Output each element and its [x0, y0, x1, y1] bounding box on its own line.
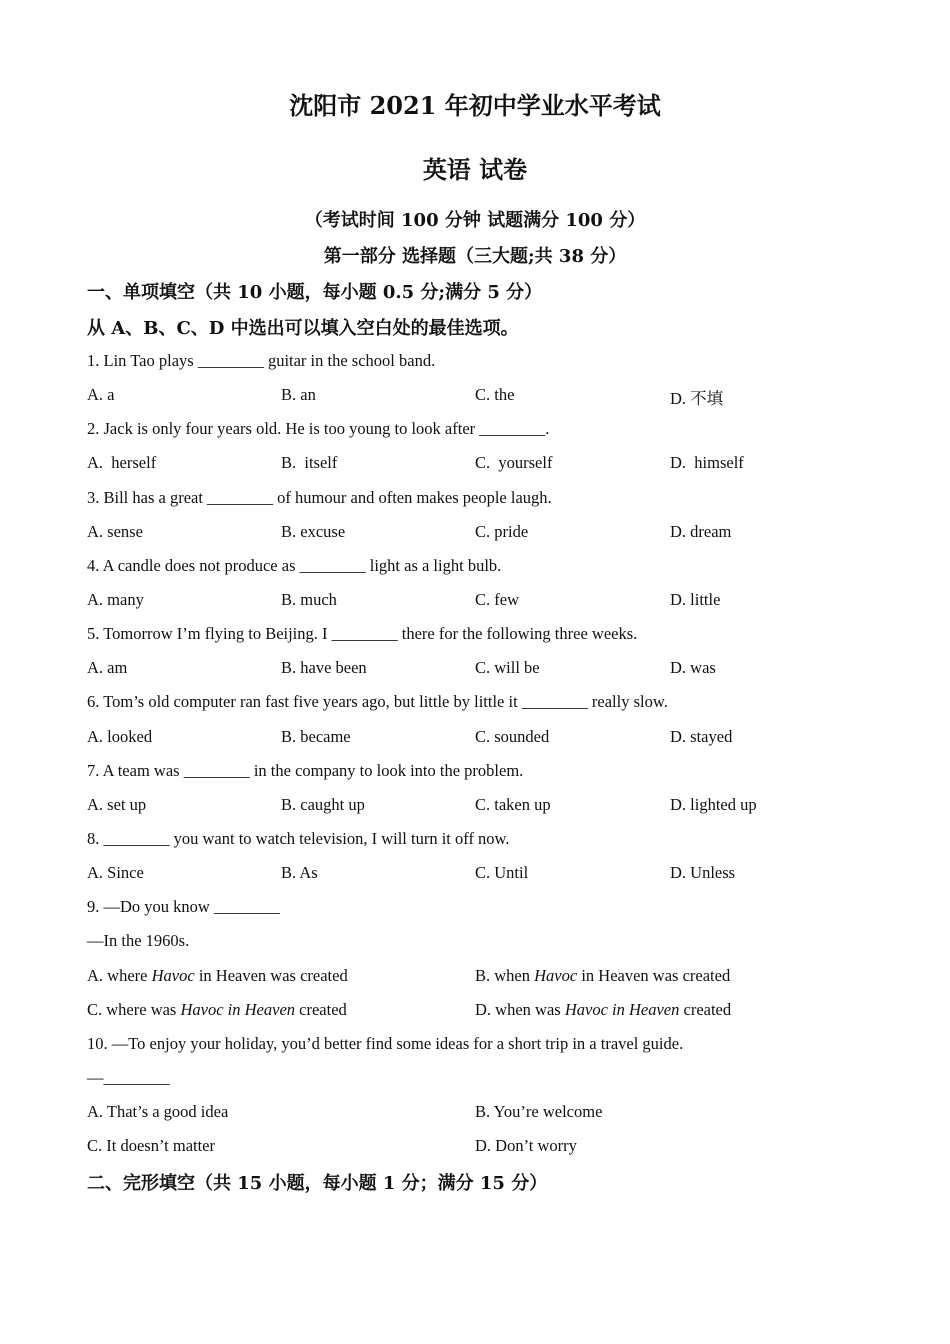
- option-a: A. set up: [87, 795, 147, 814]
- section1-heading: 一、单项填空（共 10 小题，每小题 0.5 分;满分 5 分）: [87, 282, 543, 303]
- option-c: C. Until: [475, 863, 529, 882]
- question-5-options: [87, 658, 867, 680]
- question-2-options: [87, 453, 867, 475]
- option-d: D. 不填: [670, 389, 724, 408]
- option-a: A. looked: [87, 727, 153, 746]
- option-c: C. It doesn’t matter: [87, 1136, 216, 1155]
- question-4-options: [87, 590, 867, 612]
- option-b: B. You’re welcome: [475, 1102, 603, 1121]
- option-c: C. pride: [475, 522, 529, 541]
- option-d: D. himself: [670, 453, 744, 472]
- question-9-reply: —In the 1960s.: [87, 931, 190, 950]
- option-b: B. became: [281, 727, 351, 746]
- question-10-stem: 10. —To enjoy your holiday, you’d better find some ideas for a short trip in a travel guide.: [87, 1034, 684, 1053]
- option-a: A. sense: [87, 522, 143, 541]
- option-c: C. will be: [475, 658, 540, 677]
- exam-info: （考试时间 100 分钟 试题满分 100 分）: [304, 210, 646, 231]
- option-c: C. taken up: [475, 795, 551, 814]
- option-a: A. a: [87, 385, 115, 404]
- option-c: C. sounded: [475, 727, 550, 746]
- option-a: A. That’s a good idea: [87, 1102, 229, 1121]
- option-d: D. Unless: [670, 863, 736, 882]
- option-d: D. dream: [670, 522, 732, 541]
- option-a: A. Since: [87, 863, 144, 882]
- section1-instruction: 从 A、B、C、D 中选出可以填入空白处的最佳选项。: [87, 318, 519, 339]
- question-1-options: [87, 385, 867, 407]
- option-b: B. caught up: [281, 795, 365, 814]
- option-b: B. much: [281, 590, 337, 609]
- question-10-options-row1: [87, 1102, 867, 1124]
- question-9-options-row2: [87, 1000, 867, 1022]
- option-c: C. yourself: [475, 453, 553, 472]
- option-a: A. where Havoc in Heaven was created: [87, 966, 348, 985]
- option-d: D. little: [670, 590, 721, 609]
- part-one-heading: 第一部分 选择题（三大题;共 38 分）: [323, 246, 627, 267]
- option-a: A. herself: [87, 453, 157, 472]
- question-7-options: [87, 795, 867, 817]
- option-a: A. many: [87, 590, 144, 609]
- question-6-options: [87, 727, 867, 749]
- question-7-stem: 7. A team was ________ in the company to look into the problem.: [87, 761, 524, 780]
- question-9-stem: 9. —Do you know ________: [87, 897, 280, 916]
- question-2-stem: 2. Jack is only four years old. He is too young to look after ________.: [87, 419, 550, 438]
- question-9-options-row1: [87, 966, 867, 988]
- option-d: D. when was Havoc in Heaven created: [475, 1000, 732, 1019]
- question-3-stem: 3. Bill has a great ________ of humour and often makes people laugh.: [87, 488, 552, 507]
- section2-heading: 二、完形填空（共 15 小题，每小题 1 分；满分 15 分）: [87, 1173, 548, 1194]
- question-6-stem: 6. Tom’s old computer ran fast five years ago, but little by little it ________ really slow.: [87, 692, 668, 711]
- option-c: C. few: [475, 590, 519, 609]
- option-d: D. lighted up: [670, 795, 757, 814]
- question-4-stem: 4. A candle does not produce as ________ light as a light bulb.: [87, 556, 502, 575]
- option-b: B. excuse: [281, 522, 346, 541]
- question-10-reply: —________: [87, 1068, 170, 1087]
- option-b: B. itself: [281, 453, 338, 472]
- option-c: C. where was Havoc in Heaven created: [87, 1000, 347, 1019]
- question-10-options-row2: [87, 1136, 867, 1158]
- question-8-options: [87, 863, 867, 885]
- question-1-stem: 1. Lin Tao plays ________ guitar in the school band.: [87, 351, 436, 370]
- question-5-stem: 5. Tomorrow I’m flying to Beijing. I ________ there for the following three weeks.: [87, 624, 638, 643]
- option-b: B. As: [281, 863, 318, 882]
- option-b: B. when Havoc in Heaven was created: [475, 966, 731, 985]
- exam-title: 沈阳市 2021 年初中学业水平考试: [289, 91, 661, 120]
- option-d: D. was: [670, 658, 716, 677]
- question-8-stem: 8. ________ you want to watch television, I will turn it off now.: [87, 829, 510, 848]
- option-b: B. have been: [281, 658, 367, 677]
- question-3-options: [87, 522, 867, 544]
- option-b: B. an: [281, 385, 316, 404]
- option-c: C. the: [475, 385, 515, 404]
- option-d: D. Don’t worry: [475, 1136, 577, 1155]
- exam-subtitle: 英语 试卷: [422, 155, 528, 184]
- option-d: D. stayed: [670, 727, 733, 746]
- option-a: A. am: [87, 658, 128, 677]
